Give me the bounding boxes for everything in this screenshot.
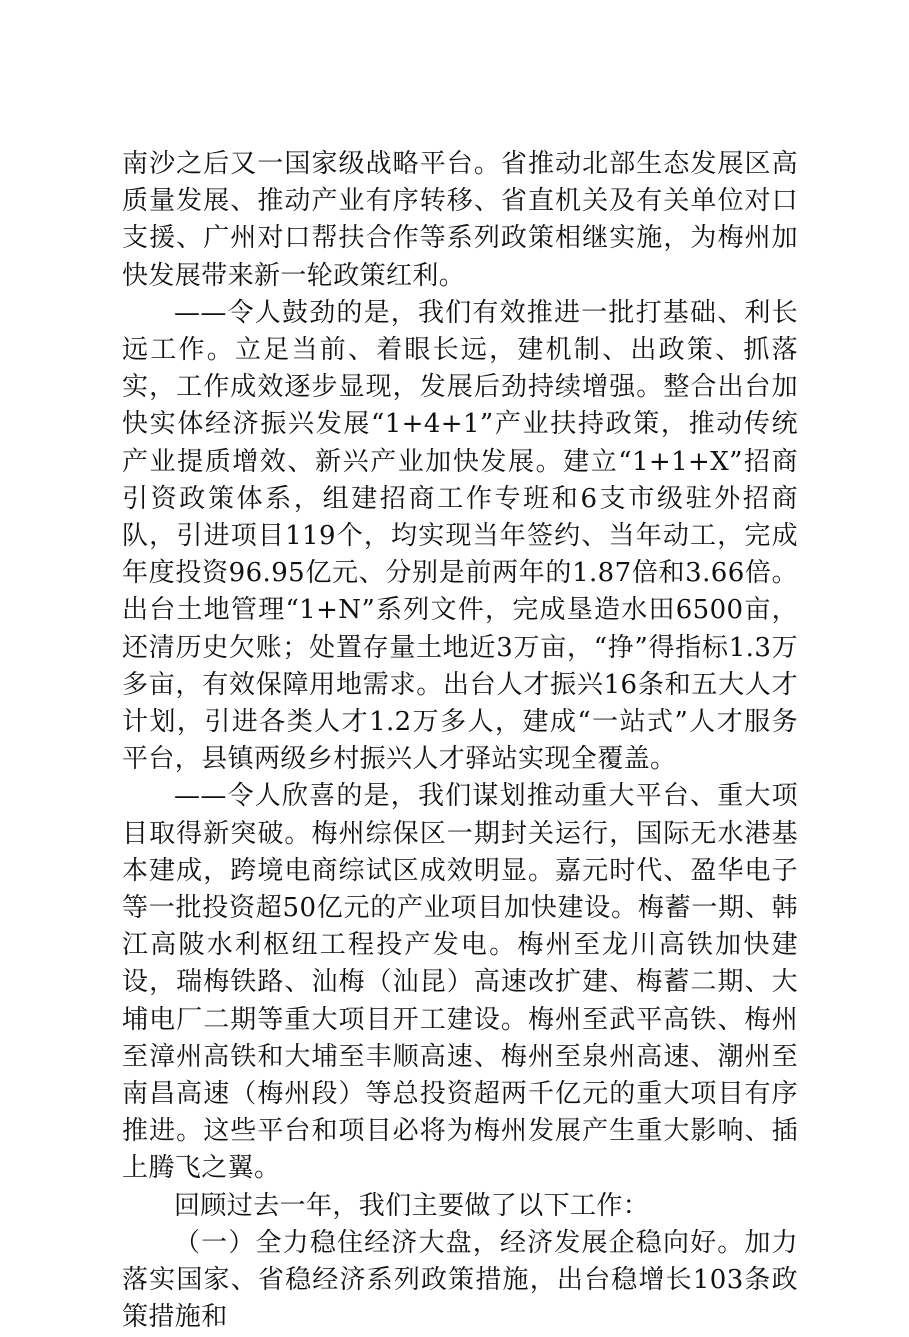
paragraph-continuation: 南沙之后又一国家级战略平台。省推动北部生态发展区高质量发展、推动产业有序转移、省直机关及有关单位对口支援、广州对口帮扶合作等系列政策相继实施，为梅州加快发展带来新一轮政策红利。: [122, 149, 798, 291]
paragraph-section-one: （一）全力稳住经济大盘，经济发展企稳向好。加力落实国家、省稳经济系列政策措施，出台稳增长103条政策措施和: [122, 1227, 798, 1333]
paragraph-encouraging-work: ——令人鼓劲的是，我们有效推进一批打基础、利长远工作。立足当前、着眼长远，建机制、出政策、抓落实，工作成效逐步显现，发展后劲持续增强。整合出台加快实体经济振兴发展“1+4+1”产业扶持政策，推动传统产业提质增效、新兴产业加快发展。建立“1+1+X”招商引资政策体系，组建招商工作专班和6支市级驻外招商队，引进项目119个，均实现当年签约、当年动工，完成年度投资96.95亿元、分别是前两年的1.87倍和3.66倍。出台土地管理“1+N”系列文件，完成垦造水田6500亩，还清历史欠账；处置存量土地近3万亩，“挣”得指标1.3万多亩，有效保障用地需求。出台人才振兴16条和五大人才计划，引进各类人才1.2万多人，建成“一站式”人才服务平台，县镇两级乡村振兴人才驿站实现全覆盖。: [122, 297, 798, 775]
paragraph-review-intro: 回顾过去一年，我们主要做了以下工作：: [174, 1190, 650, 1221]
document-body: [122, 146, 798, 1337]
paragraph-major-projects: ——令人欣喜的是，我们谋划推动重大平台、重大项目取得新突破。梅州综保区一期封关运行，国际无水港基本建成，跨境电商综试区成效明显。嘉元时代、盈华电子等一批投资超50亿元的产业项目加快建设。梅蓄一期、韩江高陂水利枢纽工程投产发电。梅州至龙川高铁加快建设，瑞梅铁路、汕梅（汕昆）高速改扩建、梅蓄二期、大埔电厂二期等重大项目开工建设。梅州至武平高铁、梅州至漳州高铁和大埔至丰顺高速、梅州至泉州高速、潮州至南昌高速（梅州段）等总投资超两千亿元的重大项目有序推进。这些平台和项目必将为梅州发展产生重大影响、插上腾飞之翼。: [122, 781, 798, 1184]
